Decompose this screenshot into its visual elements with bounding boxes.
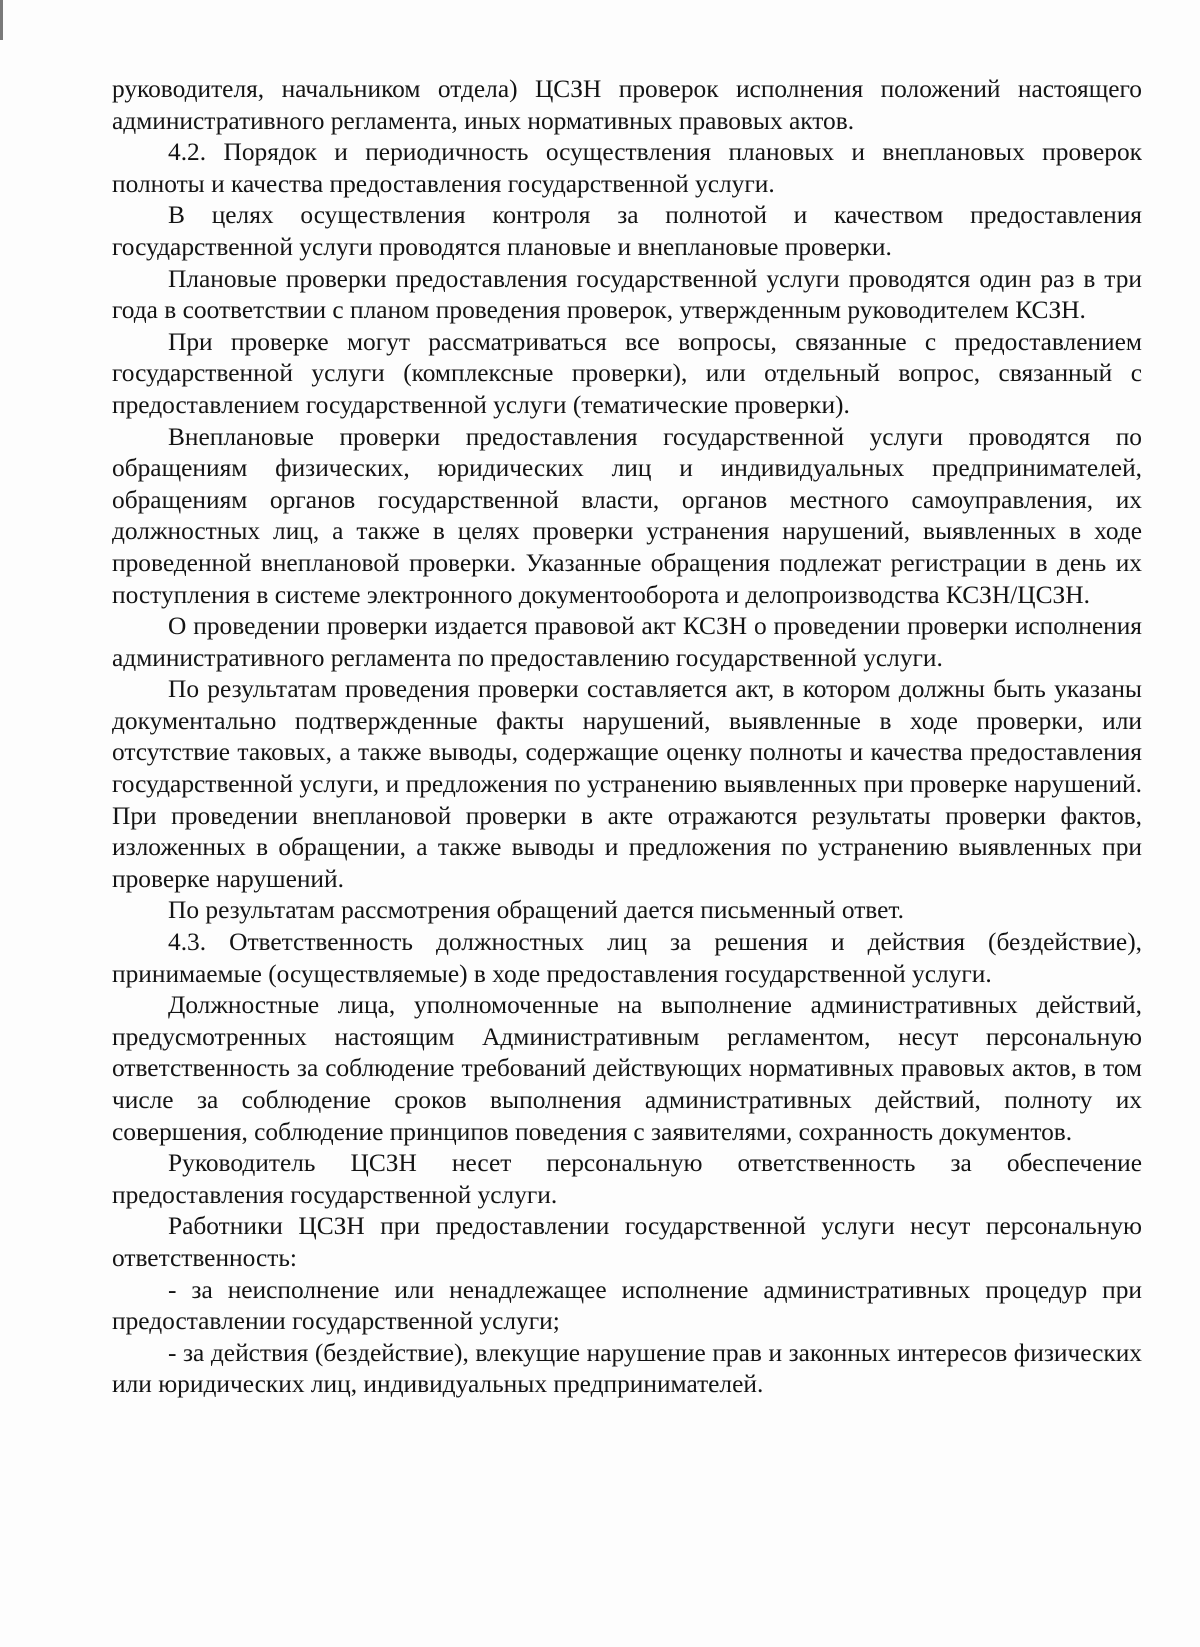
paragraph-control-purpose: В целях осуществления контроля за полнотой и качеством предоставления государственной услуги проводятся плановые и внеплановые проверки.	[112, 201, 1142, 261]
section-heading-4-2: 4.2. Порядок и периодичность осуществления плановых и внеплановых проверок полноты и качества предоставления государственной услуги.	[112, 138, 1142, 198]
document-body	[112, 74, 1142, 1401]
paragraph-check-scope: При проверке могут рассматриваться все вопросы, связанные с предоставлением государственной услуги (комплексные проверки), или отдельный вопрос, связанный с предоставлением государственной услуги (тематические проверки).	[112, 327, 1142, 419]
paragraph-head-responsibility: Руководитель ЦСЗН несет персональную ответственность за обеспечение предоставления государственной услуги.	[112, 1149, 1142, 1209]
paragraph-continuation: руководителя, начальником отдела) ЦСЗН проверок исполнения положений настоящего административного регламента, иных нормативных правовых актов.	[112, 75, 1142, 135]
section-heading-4-3: 4.3. Ответственность должностных лиц за решения и действия (бездействие), принимаемые (осуществляемые) в ходе предоставления государственной услуги.	[112, 928, 1142, 988]
paragraph-planned-checks: Плановые проверки предоставления государственной услуги проводятся один раз в три года в соответствии с планом проведения проверок, утвержденным руководителем КСЗН.	[112, 264, 1142, 325]
paragraph-staff-responsibility: Работники ЦСЗН при предоставлении государственной услуги несут персональную ответственность:	[112, 1212, 1142, 1272]
paragraph-written-reply: По результатам рассмотрения обращений дается письменный ответ.	[168, 896, 904, 925]
paragraph-legal-act: О проведении проверки издается правовой акт КСЗН о проведении проверки исполнения административного регламента по предоставлению государственной услуги.	[112, 612, 1142, 672]
paragraph-unplanned-checks: Внеплановые проверки предоставления государственной услуги проводятся по обращениям физических, юридических лиц и индивидуальных предпринимателей, обращениям органов государственной власти, органов местного самоуправления, их должностных лиц, а также в целях проверки устранения нарушений, выявленных в ходе проведенной внеплановой проверки. Указанные обращения подлежат регистрации в день их поступления в системе электронного документооборота и делопроизводства КСЗН/ЦСЗН.	[112, 422, 1142, 609]
list-item-rights-violation: - за действия (бездействие), влекущие нарушение прав и законных интересов физических или юридических лиц, индивидуальных предпринимателей.	[112, 1338, 1142, 1399]
list-item-nonperformance: - за неисполнение или ненадлежащее исполнение административных процедур при предоставлении государственной услуги;	[112, 1275, 1142, 1336]
paragraph-check-report: По результатам проведения проверки составляется акт, в котором должны быть указаны документально подтвержденные факты нарушений, выявленные в ходе проверки, или отсутствие таковых, а также выводы, содержащие оценку полноты и качества предоставления государственной услуги, и предложения по устранению выявленных при проверке нарушений. При проведении внеплановой проверки в акте отражаются результаты проверки фактов, изложенных в обращении, а также выводы и предложения по устранению выявленных при проверке нарушений.	[112, 675, 1142, 893]
scan-edge-mark	[0, 0, 3, 40]
paragraph-officials-responsibility: Должностные лица, уполномоченные на выполнение административных действий, предусмотренных настоящим Административным регламентом, несут персональную ответственность за соблюдение требований действующих нормативных правовых актов, в том числе за соблюдение сроков выполнения административных действий, полноту их совершения, соблюдение принципов поведения с заявителями, сохранность документов.	[112, 991, 1142, 1146]
